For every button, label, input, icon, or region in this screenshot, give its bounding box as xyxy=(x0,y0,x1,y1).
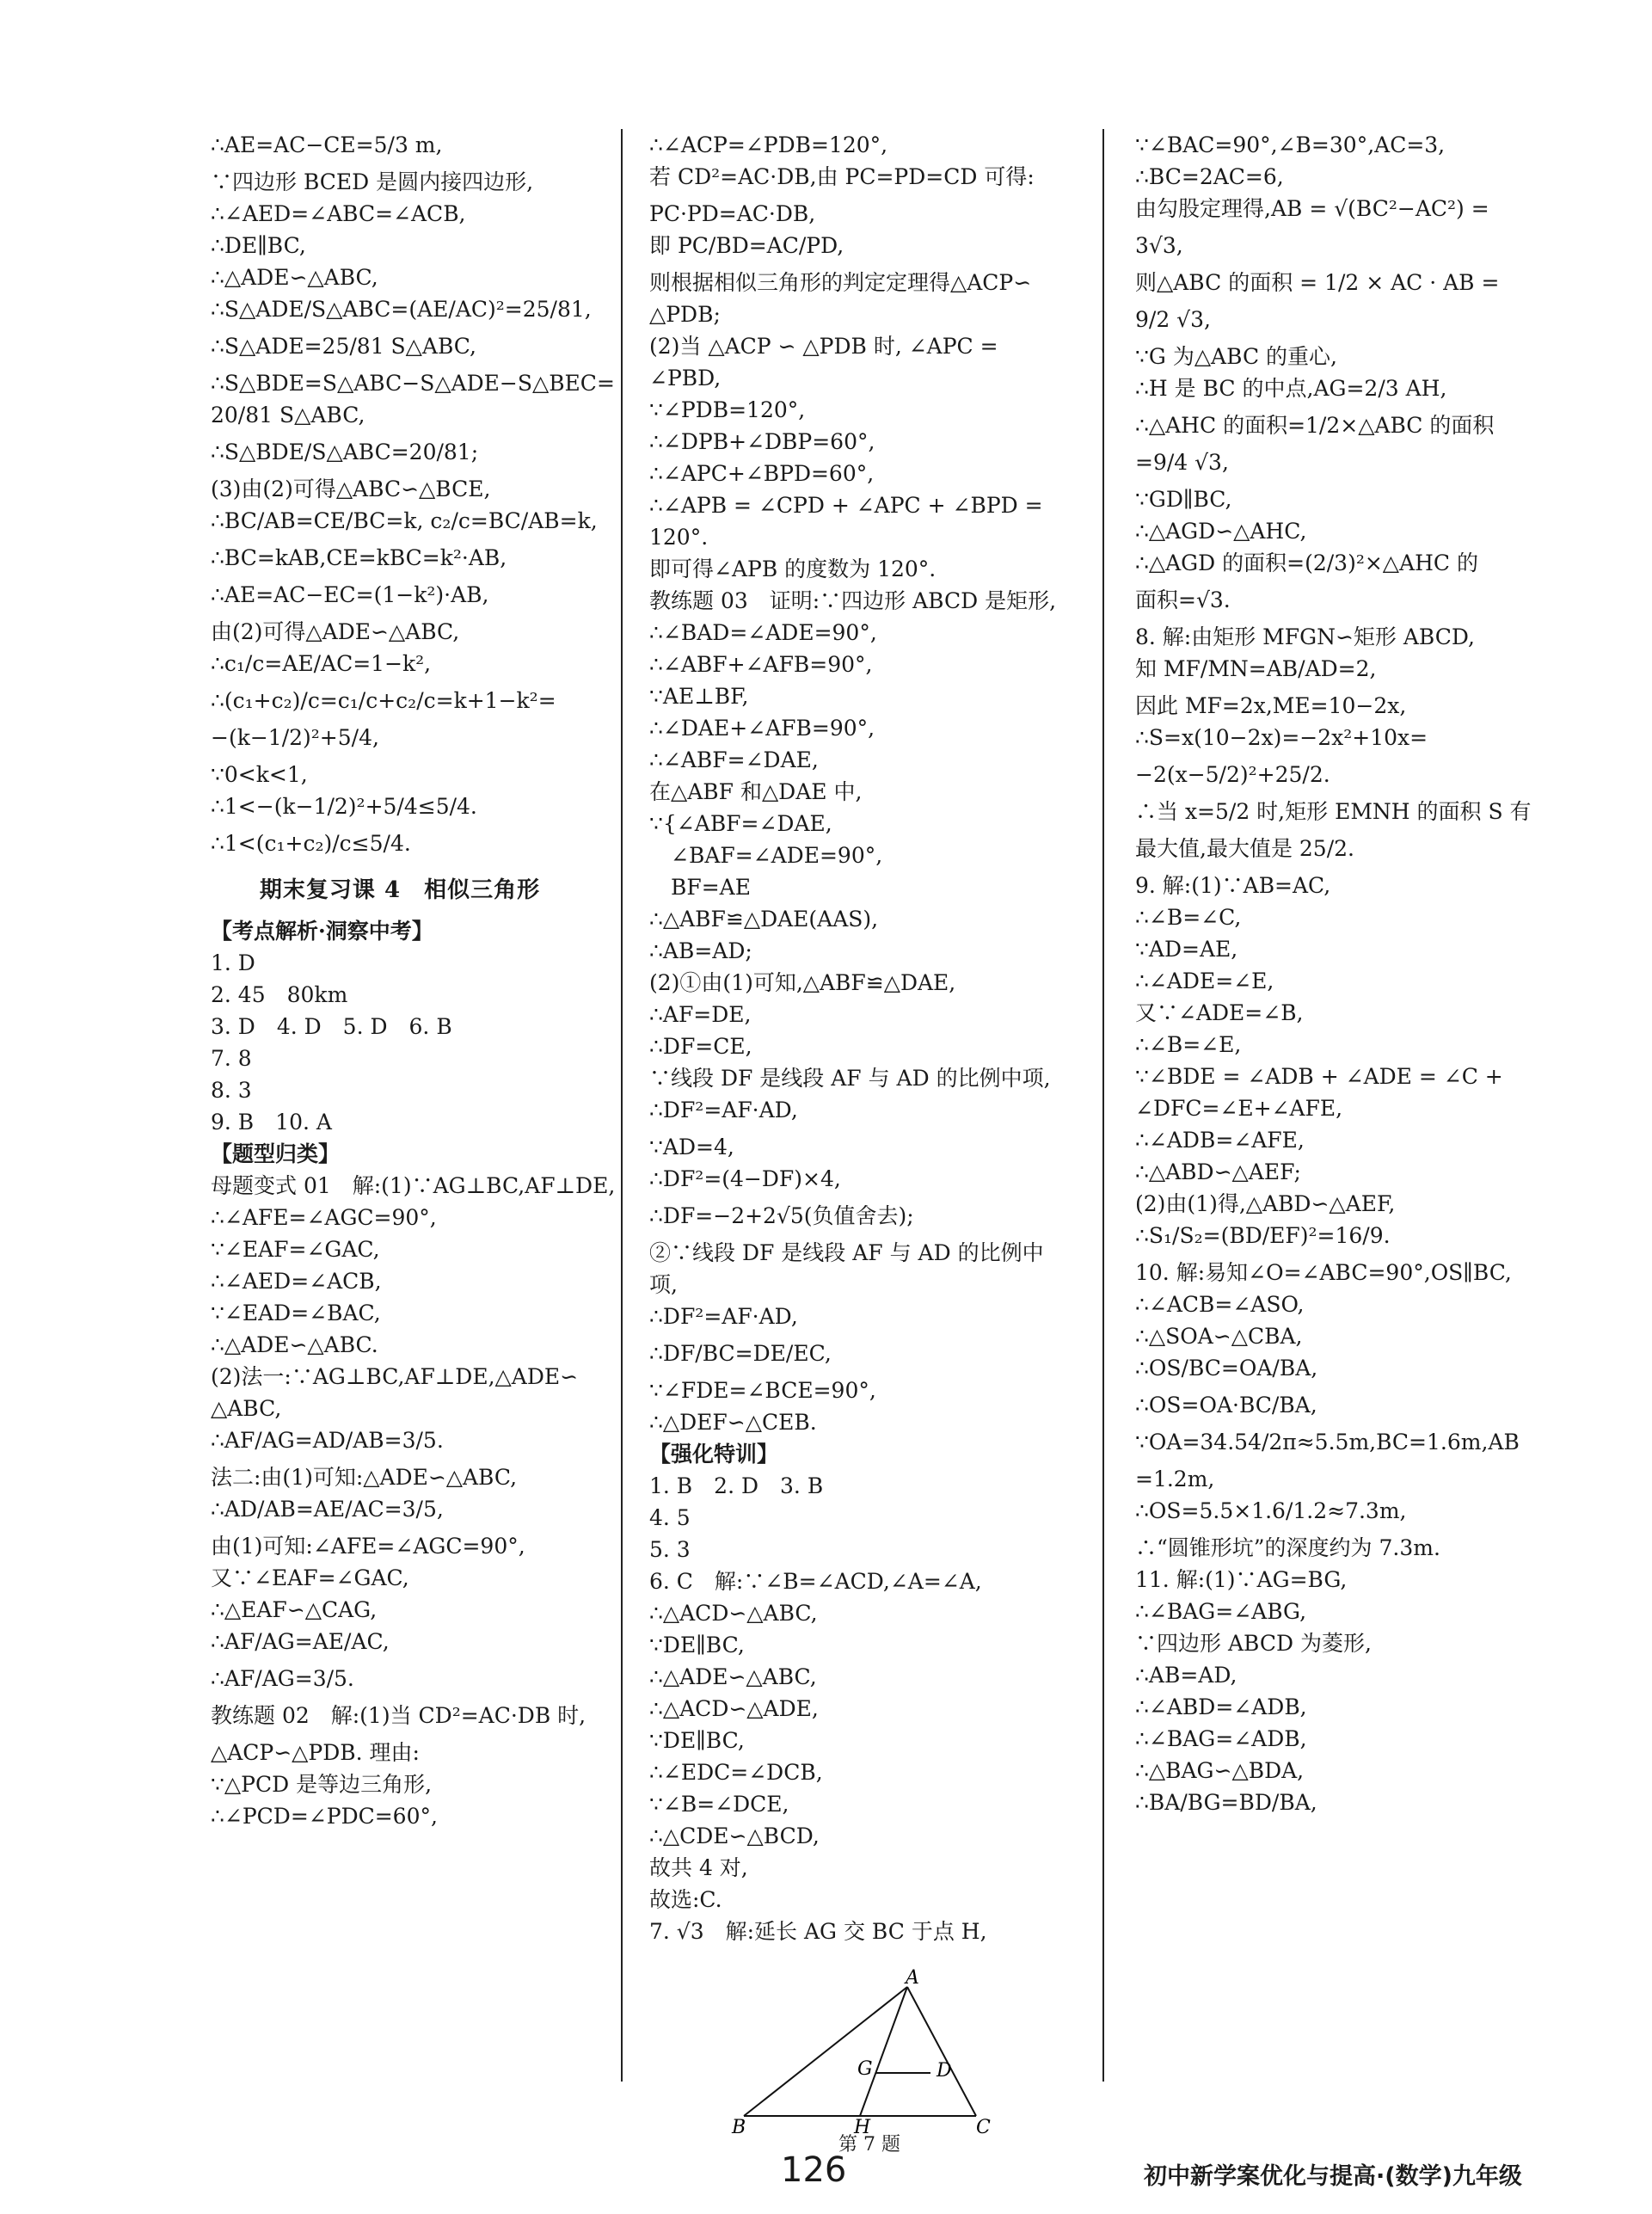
text-line: ∴OS=5.5×1.6/1.2≈7.3m, xyxy=(1135,1498,1407,1523)
text-line: 面积=√3. xyxy=(1135,587,1231,612)
text-line: ∴∠ADB=∠AFE, xyxy=(1135,1128,1305,1153)
text-line: ∵∠PDB=120°, xyxy=(649,397,806,422)
text-line: 母题变式 01 解:(1)∵AG⊥BC,AF⊥DE, xyxy=(211,1173,616,1198)
text-line: 即 PC/BD=AC/PD, xyxy=(649,233,844,258)
text-line: 3√3, xyxy=(1135,233,1183,258)
text-line: ∴△SOA∽△CBA, xyxy=(1135,1324,1303,1349)
text-line: ∴△DEF∽△CEB. xyxy=(649,1410,817,1435)
text-line: ∵线段 DF 是线段 AF 与 AD 的比例中项, xyxy=(649,1066,1051,1091)
label-a: A xyxy=(906,1967,919,1989)
text-line: ∴BC/AB=CE/BC=k, c₂/c=BC/AB=k, xyxy=(211,508,598,533)
text-line: ∴∠PCD=∠PDC=60°, xyxy=(211,1804,438,1829)
text-line: 10. 解:易知∠O=∠ABC=90°,OS∥BC, xyxy=(1135,1260,1512,1285)
text-line: ∴AB=AD, xyxy=(1135,1663,1237,1688)
text-line: ∴∠EDC=∠DCB, xyxy=(649,1760,823,1785)
text-line: ∴AE=AC−EC=(1−k²)·AB, xyxy=(211,582,489,607)
section-heading: 【强化特训】 xyxy=(649,1442,779,1467)
text-line: ∵四边形 ABCD 为菱形, xyxy=(1135,1631,1372,1656)
text-line: ∴DF/BC=DE/EC, xyxy=(649,1341,832,1366)
text-line: ∴AF/AG=AE/AC, xyxy=(211,1629,390,1654)
text-line: ∴S△BDE=S△ABC−S△ADE−S△BEC= xyxy=(211,371,615,396)
text-line: ∴△EAF∽△CAG, xyxy=(211,1597,378,1622)
text-line: 8. 解:由矩形 MFGN∽矩形 ABCD, xyxy=(1135,624,1475,649)
text-line: ∴△ABF≌△DAE(AAS), xyxy=(649,907,879,932)
text-line: 120°. xyxy=(649,525,709,550)
text-line: 由(1)可知:∠AFE=∠AGC=90°, xyxy=(211,1534,525,1559)
text-line: 9/2 √3, xyxy=(1135,307,1211,332)
text-line: ∴OS/BC=OA/BA, xyxy=(1135,1356,1318,1381)
text-line: 即可得∠APB 的度数为 120°. xyxy=(649,557,937,581)
text-line: ∵OA=34.54/2π≈5.5m,BC=1.6m,AB xyxy=(1135,1430,1520,1454)
label-b: B xyxy=(732,2117,746,2138)
text-line: ∠PBD, xyxy=(649,366,722,391)
text-line: 9. 解:(1)∵AB=AC, xyxy=(1135,873,1331,898)
text-line: −(k−1/2)²+5/4, xyxy=(211,725,379,750)
text-line: ∴S△ADE=25/81 S△ABC, xyxy=(211,334,476,359)
text-line: ∴(c₁+c₂)/c=c₁/c+c₂/c=k+1−k²= xyxy=(211,688,556,713)
text-line: ∵DE∥BC, xyxy=(649,1633,745,1657)
text-line: ∴∠APB = ∠CPD + ∠APC + ∠BPD = xyxy=(649,493,1043,518)
book-title: 初中新学案优化与提高·(数学)九年级 xyxy=(1144,2163,1522,2190)
text-line: ∴△ADE∽△ABC, xyxy=(649,1664,817,1689)
text-line: 法二:由(1)可知:△ADE∽△ABC, xyxy=(211,1465,518,1490)
text-line: ∴当 x=5/2 时,矩形 EMNH 的面积 S 有 xyxy=(1135,799,1532,824)
text-line: △PDB; xyxy=(649,302,721,327)
text-line: ∴△AHC 的面积=1/2×△ABC 的面积 xyxy=(1135,413,1495,438)
column-divider xyxy=(1102,129,1104,2082)
text-line: ∴S△BDE/S△ABC=20/81; xyxy=(211,440,479,464)
text-line: ∴∠AFE=∠AGC=90°, xyxy=(211,1205,437,1230)
text-line: ∴S△ADE/S△ABC=(AE/AC)²=25/81, xyxy=(211,297,592,322)
text-line: ∴∠B=∠E, xyxy=(1135,1032,1242,1057)
text-line: 项, xyxy=(649,1272,678,1297)
text-line: ∵DE∥BC, xyxy=(649,1728,745,1753)
text-line: ∴BA/BG=BD/BA, xyxy=(1135,1790,1317,1815)
text-line: 又∵∠EAF=∠GAC, xyxy=(211,1565,409,1590)
text-line: ∴S=x(10−2x)=−2x²+10x= xyxy=(1135,725,1428,750)
text-line: 20/81 S△ABC, xyxy=(211,403,365,427)
text-line: △ABC, xyxy=(211,1396,282,1421)
text-line: ∴∠AED=∠ACB, xyxy=(211,1269,382,1294)
text-line: ∴BC=2AC=6, xyxy=(1135,164,1284,189)
text-line: ∵∠BAC=90°,∠B=30°,AC=3, xyxy=(1135,132,1446,157)
text-line: ∴△AGD∽△AHC, xyxy=(1135,519,1307,544)
text-line: ∴∠ACB=∠ASO, xyxy=(1135,1292,1305,1317)
text-line: ∴∠BAG=∠ADB, xyxy=(1135,1726,1307,1751)
text-line: ∵∠B=∠DCE, xyxy=(649,1792,789,1817)
text-line: ∴BC=kAB,CE=kBC=k²·AB, xyxy=(211,545,507,570)
text-line: (2)①由(1)可知,△ABF≌△DAE, xyxy=(649,970,956,995)
text-line: ∵四边形 BCED 是圆内接四边形, xyxy=(211,169,534,194)
text-line: ∴△BAG∽△BDA, xyxy=(1135,1758,1305,1783)
text-line: ∴△ABD∽△AEF; xyxy=(1135,1159,1301,1184)
text-line: ∴AF/AG=3/5. xyxy=(211,1666,354,1691)
text-line: 9. B 10. A xyxy=(211,1110,332,1135)
text-line: ∴OS=OA·BC/BA, xyxy=(1135,1393,1317,1418)
text-line: 则△ABC 的面积 = 1/2 × AC · AB = xyxy=(1135,270,1500,295)
section-heading: 【考点解析·洞察中考】 xyxy=(211,919,433,944)
text-line: ∵{∠ABF=∠DAE, xyxy=(649,811,832,836)
text-line: ∴DF²=(4−DF)×4, xyxy=(649,1166,841,1191)
text-line: ∵G 为△ABC 的重心, xyxy=(1135,344,1337,369)
text-line: ∴1<−(k−1/2)²+5/4≤5/4. xyxy=(211,794,477,819)
text-line: 5. 3 xyxy=(649,1537,691,1562)
text-line: ∴AE=AC−CE=5/3 m, xyxy=(211,132,443,157)
text-line: ∴∠ADE=∠E, xyxy=(1135,969,1274,993)
text-line: ∵AD=4, xyxy=(649,1135,734,1159)
text-line: 4. 5 xyxy=(649,1505,691,1530)
column-right xyxy=(1135,129,1531,1823)
text-line: ∵∠EAF=∠GAC, xyxy=(211,1237,380,1262)
text-line: 由(2)可得△ADE∽△ABC, xyxy=(211,619,460,644)
text-line: ∴△CDE∽△BCD, xyxy=(649,1823,820,1848)
text-line: ∠DFC=∠E+∠AFE, xyxy=(1135,1096,1343,1121)
text-line: 1. B 2. D 3. B xyxy=(649,1473,824,1498)
text-line: ∴H 是 BC 的中点,AG=2/3 AH, xyxy=(1135,376,1447,401)
text-line: 1. D xyxy=(211,950,255,975)
text-line: ∴c₁/c=AE/AC=1−k², xyxy=(211,651,432,676)
text-line: 在△ABF 和△DAE 中, xyxy=(649,779,863,804)
text-line: 又∵∠ADE=∠B, xyxy=(1135,1000,1304,1025)
text-line: ∴△ACD∽△ADE, xyxy=(649,1696,819,1721)
text-line: ∵∠BDE = ∠ADB + ∠ADE = ∠C + xyxy=(1135,1064,1503,1089)
text-line: ∴AF/AG=AD/AB=3/5. xyxy=(211,1428,444,1453)
text-line: ∴1<(c₁+c₂)/c≤5/4. xyxy=(211,831,411,856)
column-middle xyxy=(649,129,1075,1953)
page-number: 126 xyxy=(781,2150,847,2190)
text-line: ∴∠BAG=∠ABG, xyxy=(1135,1599,1307,1624)
text-line: ∴∠DPB+∠DBP=60°, xyxy=(649,429,875,454)
text-line: =1.2m, xyxy=(1135,1467,1215,1491)
text-line: ∵GD∥BC, xyxy=(1135,487,1232,512)
text-line: ∴∠DAE+∠AFB=90°, xyxy=(649,716,875,741)
figure-caption: 第 7 题 xyxy=(838,2134,900,2156)
text-line: ∴∠ACP=∠PDB=120°, xyxy=(649,132,888,157)
text-line: ∴DF²=AF·AD, xyxy=(649,1304,798,1329)
text-line: ∴∠ABF=∠DAE, xyxy=(649,747,819,772)
text-line: ∴DF²=AF·AD, xyxy=(649,1098,798,1122)
text-line: ∴△ADE∽△ABC. xyxy=(211,1332,378,1357)
text-line: 因此 MF=2x,ME=10−2x, xyxy=(1135,693,1407,718)
text-line: BF=AE xyxy=(649,875,751,900)
text-line: ∵0<k<1, xyxy=(211,762,308,787)
text-line: (2)由(1)得,△ABD∽△AEF, xyxy=(1135,1191,1396,1216)
text-line: 7. √3 解:延长 AG 交 BC 于点 H, xyxy=(649,1919,987,1944)
text-line: ∴∠B=∠C, xyxy=(1135,905,1242,930)
text-line: 7. 8 xyxy=(211,1046,252,1071)
section-title: 期末复习课 4 相似三角形 xyxy=(259,877,541,903)
text-line: 教练题 03 证明:∵四边形 ABCD 是矩形, xyxy=(649,588,1057,613)
text-line: ∴S₁/S₂=(BD/EF)²=16/9. xyxy=(1135,1223,1391,1248)
column-left xyxy=(211,129,616,1832)
text-line: 6. C 解:∵∠B=∠ACD,∠A=∠A, xyxy=(649,1569,982,1594)
triangle-figure xyxy=(727,1967,1010,2138)
text-line: 若 CD²=AC·DB,由 PC=PD=CD 可得: xyxy=(649,164,1035,189)
segment-ac xyxy=(907,1987,976,2116)
label-c: C xyxy=(976,2117,991,2138)
text-line: ∴∠ABD=∠ADB, xyxy=(1135,1694,1307,1719)
text-line: ∴DE∥BC, xyxy=(211,233,306,258)
text-line: (3)由(2)可得△ABC∽△BCE, xyxy=(211,477,491,501)
text-line: 由勾股定理得,AB = √(BC²−AC²) = xyxy=(1135,196,1489,221)
text-line: ∴△ADE∽△ABC, xyxy=(211,265,378,290)
text-line: PC·PD=AC·DB, xyxy=(649,201,816,226)
text-line: ∴DF=CE, xyxy=(649,1034,752,1059)
label-g: G xyxy=(857,2058,873,2080)
text-line: 11. 解:(1)∵AG=BG, xyxy=(1135,1567,1348,1592)
text-line: (2)法一:∵AG⊥BC,AF⊥DE,△ADE∽ xyxy=(211,1364,579,1389)
text-line: ∴∠APC+∠BPD=60°, xyxy=(649,461,875,486)
column-divider xyxy=(621,129,623,2082)
text-line: ∴“圆锥形坑”的深度约为 7.3m. xyxy=(1135,1535,1440,1560)
label-d: D xyxy=(937,2060,952,2082)
text-line: 知 MF/MN=AB/AD=2, xyxy=(1135,656,1377,681)
text-line: 教练题 02 解:(1)当 CD²=AC·DB 时, xyxy=(211,1703,586,1728)
text-line: ∵∠FDE=∠BCE=90°, xyxy=(649,1378,876,1403)
text-line: ∴AB=AD; xyxy=(649,938,752,963)
text-line: −2(x−5/2)²+25/2. xyxy=(1135,762,1330,787)
text-line: =9/4 √3, xyxy=(1135,450,1229,475)
text-line: 3. D 4. D 5. D 6. B xyxy=(211,1014,452,1039)
text-line: ∴∠ABF+∠AFB=90°, xyxy=(649,652,873,677)
label-h: H xyxy=(854,2117,871,2138)
text-line: 故共 4 对, xyxy=(649,1855,748,1880)
text-line: ∠BAF=∠ADE=90°, xyxy=(649,843,883,868)
text-line: ∴∠AED=∠ABC=∠ACB, xyxy=(211,201,466,226)
text-line: (2)当 △ACP ∽ △PDB 时, ∠APC = xyxy=(649,334,998,359)
text-line: 最大值,最大值是 25/2. xyxy=(1135,836,1354,861)
section-heading: 【题型归类】 xyxy=(211,1141,341,1166)
text-line: ∵AE⊥BF, xyxy=(649,684,749,709)
text-line: 2. 45 80km xyxy=(211,982,348,1007)
text-line: 故选:C. xyxy=(649,1887,722,1912)
text-line: ∵∠EAD=∠BAC, xyxy=(211,1301,381,1325)
text-line: ∵AD=AE, xyxy=(1135,937,1238,962)
text-line: ∴△ACD∽△ABC, xyxy=(649,1601,818,1626)
text-line: ∴DF=−2+2√5(负值舍去); xyxy=(649,1203,914,1228)
text-line: ∴△AGD 的面积=(2/3)²×△AHC 的 xyxy=(1135,550,1478,575)
text-line: ∵△PCD 是等边三角形, xyxy=(211,1772,433,1797)
text-line: ∴AF=DE, xyxy=(649,1002,752,1027)
text-line: 8. 3 xyxy=(211,1078,252,1103)
text-line: ②∵线段 DF 是线段 AF 与 AD 的比例中 xyxy=(649,1240,1044,1265)
text-line: △ACP∽△PDB. 理由: xyxy=(211,1740,420,1765)
text-line: ∴∠BAD=∠ADE=90°, xyxy=(649,620,877,645)
text-line: 则根据相似三角形的判定定理得△ACP∽ xyxy=(649,270,1032,295)
text-line: ∴AD/AB=AE/AC=3/5, xyxy=(211,1497,444,1522)
